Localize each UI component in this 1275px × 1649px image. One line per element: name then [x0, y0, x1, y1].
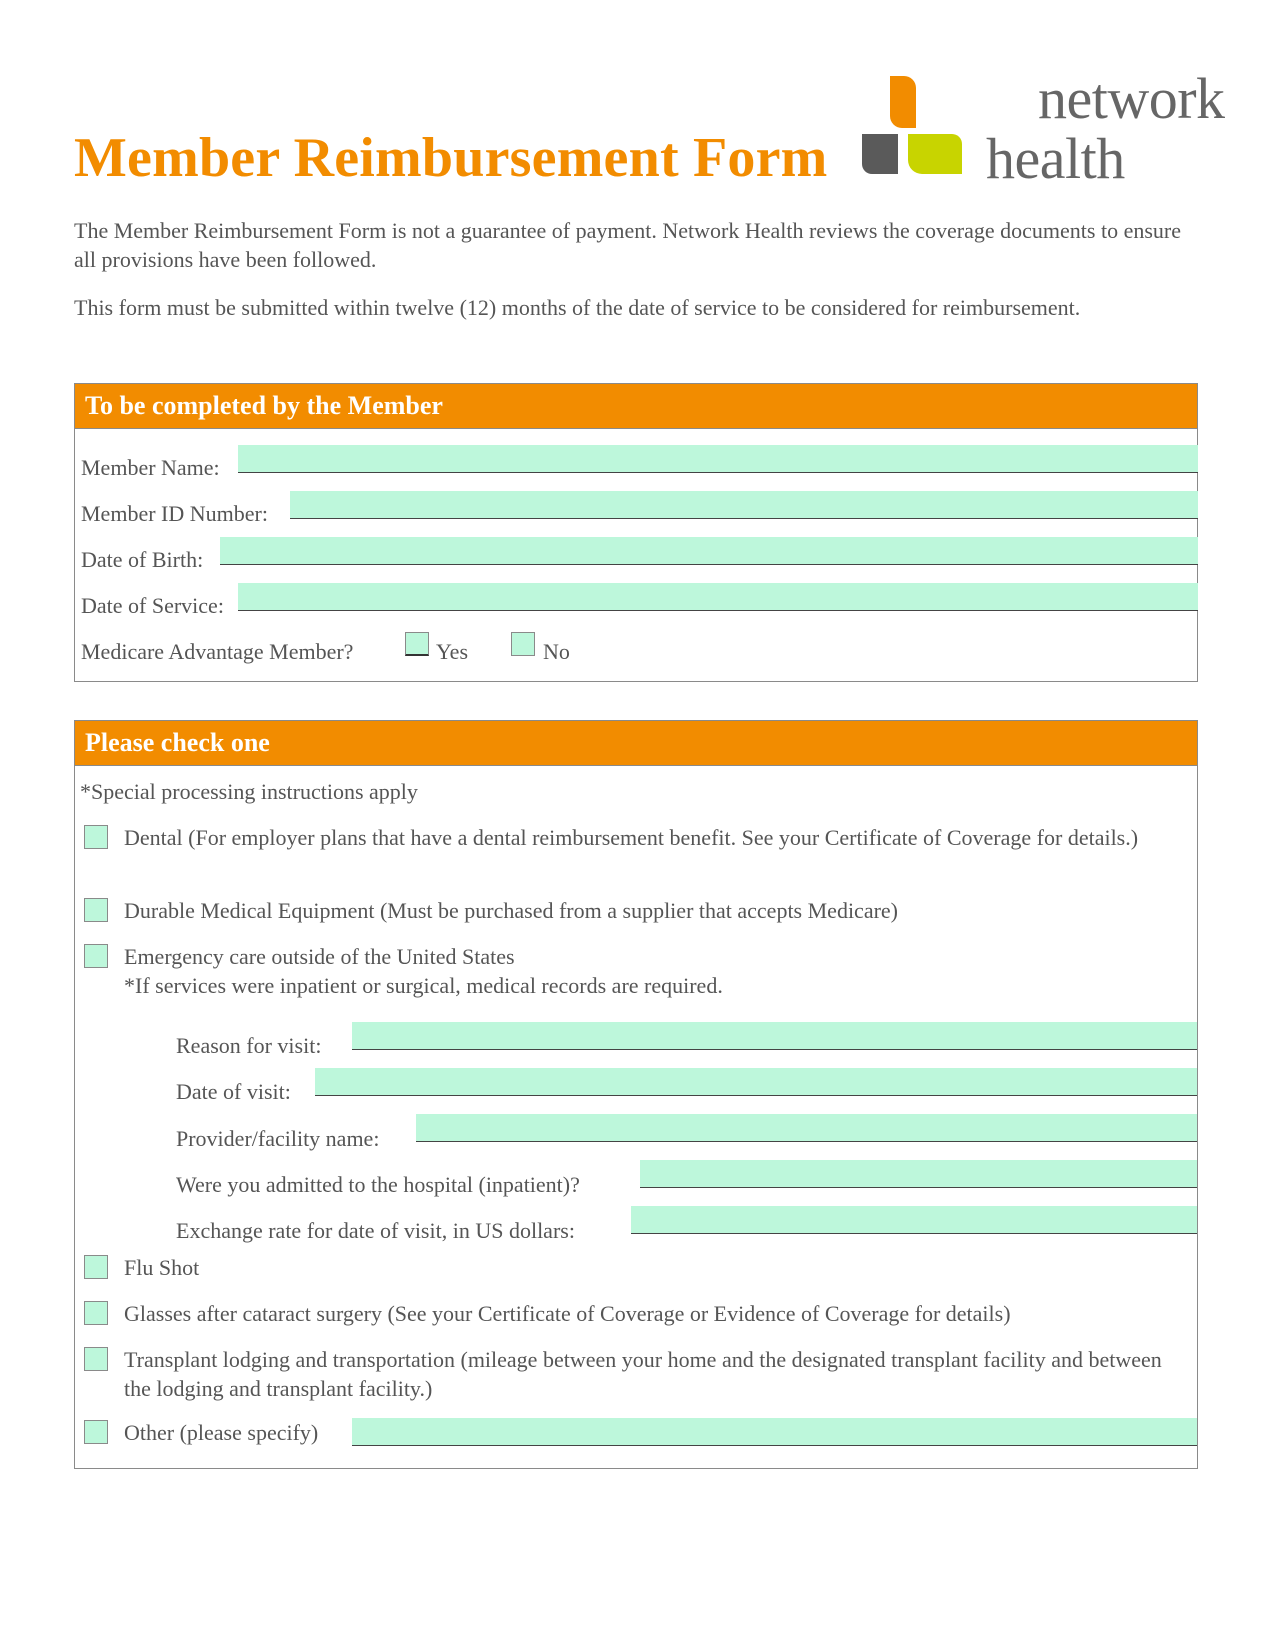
medicare-no-label: No: [543, 639, 570, 664]
logo-text-network: network: [1038, 66, 1225, 131]
medicare-yes-checkbox[interactable]: [405, 632, 429, 656]
logo-text-health: health: [986, 126, 1125, 191]
intro-paragraph-1: The Member Reimbursement Form is not a guarantee of payment. Network Health reviews the coverage documents to ensure all provisions have been followed.: [74, 218, 1181, 272]
provider-name-label: Provider/facility name:: [176, 1126, 380, 1151]
transplant-checkbox[interactable]: [84, 1347, 108, 1371]
intro-paragraph-2: This form must be submitted within twelve (12) months of the date of service to be considered for reimbursement.: [74, 295, 1081, 320]
member-name-input[interactable]: [238, 445, 1198, 473]
date-of-service-input[interactable]: [238, 583, 1198, 611]
emergency-option-label: Emergency care outside of the United States: [124, 944, 515, 969]
exchange-rate-input[interactable]: [631, 1206, 1197, 1234]
dental-checkbox[interactable]: [84, 825, 108, 849]
medicare-no-checkbox[interactable]: [511, 632, 535, 656]
medicare-yes-label: Yes: [436, 639, 469, 664]
dob-label: Date of Birth:: [81, 547, 204, 572]
member-id-label: Member ID Number:: [81, 501, 268, 526]
transplant-option-label: Transplant lodging and transportation (mileage between your home and the designated transplant facility and between the lodging and transplant facility.): [124, 1347, 1162, 1401]
date-of-visit-input[interactable]: [315, 1068, 1197, 1096]
flu-shot-checkbox[interactable]: [84, 1255, 108, 1279]
admitted-label: Were you admitted to the hospital (inpatient)?: [176, 1172, 580, 1197]
member-name-label: Member Name:: [81, 455, 220, 480]
glasses-checkbox[interactable]: [84, 1301, 108, 1325]
reason-for-visit-label: Reason for visit:: [176, 1033, 322, 1058]
emergency-checkbox[interactable]: [84, 944, 108, 968]
dme-checkbox[interactable]: [84, 898, 108, 922]
dme-option-label: Durable Medical Equipment (Must be purchased from a supplier that accepts Medicare): [124, 898, 898, 923]
member-section: [74, 383, 1198, 682]
dental-option-label: Dental (For employer plans that have a dental reimbursement benefit. See your Certificate of Coverage for details.): [124, 825, 1139, 850]
member-id-input[interactable]: [290, 491, 1198, 519]
check-section-heading: Please check one: [85, 728, 270, 757]
other-checkbox[interactable]: [84, 1420, 108, 1444]
dob-input[interactable]: [220, 537, 1198, 565]
member-section-header: [75, 384, 1197, 429]
member-section-heading: To be completed by the Member: [85, 391, 443, 420]
date-of-service-label: Date of Service:: [81, 593, 224, 618]
glasses-option-label: Glasses after cataract surgery (See your Certificate of Coverage or Evidence of Coverage for details): [124, 1301, 1011, 1326]
check-section-header: [75, 721, 1197, 766]
special-instructions-note: *Special processing instructions apply: [80, 779, 418, 804]
admitted-input[interactable]: [640, 1160, 1197, 1188]
other-option-label: Other (please specify): [124, 1420, 319, 1445]
provider-name-input[interactable]: [416, 1114, 1197, 1142]
other-specify-input[interactable]: [352, 1418, 1197, 1446]
reason-for-visit-input[interactable]: [352, 1022, 1197, 1050]
emergency-note: *If services were inpatient or surgical, medical records are required.: [124, 973, 723, 998]
flu-shot-option-label: Flu Shot: [124, 1255, 200, 1280]
medicare-label: Medicare Advantage Member?: [81, 639, 354, 664]
page-title: Member Reimbursement Form: [74, 127, 828, 189]
network-health-logo-mark: [860, 74, 980, 184]
date-of-visit-label: Date of visit:: [176, 1079, 291, 1104]
exchange-rate-label: Exchange rate for date of visit, in US dollars:: [176, 1218, 575, 1243]
